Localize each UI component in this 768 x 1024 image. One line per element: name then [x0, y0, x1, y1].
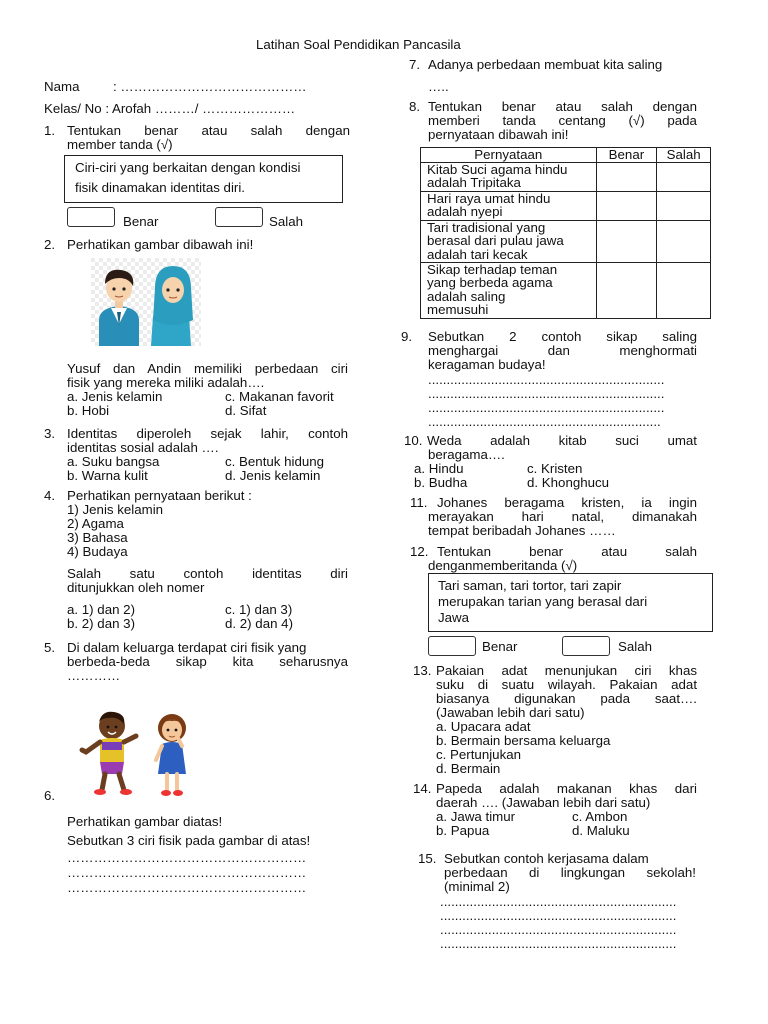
q1-benar-label: Benar	[123, 214, 159, 229]
q15-line2: perbedaan di lingkungan sekolah!	[444, 865, 696, 880]
q7-text: Adanya perbedaan membuat kita saling	[428, 57, 663, 72]
q5-line2: berbeda-beda sikap kita seharusnya	[67, 654, 348, 669]
q12-line2: denganmemberitanda (√)	[428, 558, 578, 573]
q8-row1-benar-cell[interactable]	[596, 162, 657, 191]
q8-row2-benar-cell[interactable]	[596, 191, 657, 220]
girl-figure	[156, 714, 186, 796]
q2-option-b[interactable]: b. Hobi	[67, 403, 110, 418]
table-row	[421, 220, 711, 262]
q5-answer-blank[interactable]: …………	[67, 668, 121, 683]
q15-answer-line-2[interactable]: ................................................................	[440, 908, 677, 923]
q14-line1: Papeda adalah makanan khas dari	[436, 781, 697, 796]
q12-benar-checkbox[interactable]	[428, 636, 476, 656]
q10-number: 10.	[404, 433, 423, 448]
q9-line2: menghargai dan menghormati	[428, 343, 697, 358]
q12-salah-checkbox[interactable]	[562, 636, 610, 656]
nama-label: Nama	[44, 79, 80, 94]
q11-line3: tempat beribadah Johanes ……	[428, 523, 616, 538]
q1-line1: Tentukan benar atau salah dengan	[67, 123, 350, 138]
page-title: Latihan Soal Pendidikan Pancasila	[256, 37, 461, 52]
yusuf-andin-illustration	[91, 258, 201, 346]
nama-field[interactable]: : ……………………………………	[113, 79, 307, 94]
q8-number: 8.	[409, 99, 421, 114]
q14-number: 14.	[413, 781, 432, 796]
q3-option-a[interactable]: a. Suku bangsa	[67, 454, 160, 469]
q5-line1: Di dalam keluarga terdapat ciri fisik yang	[67, 640, 307, 655]
q13-line1: Pakaian adat menunjukan ciri khas	[436, 663, 697, 678]
table-row	[421, 262, 711, 318]
q4-item-1: 1) Jenis kelamin	[67, 502, 164, 517]
q9-answer-line-1[interactable]: ................................................................	[428, 372, 665, 387]
q8-row1-salah-cell[interactable]	[657, 162, 711, 191]
q4-option-c[interactable]: c. 1) dan 3)	[225, 602, 293, 617]
q9-number: 9.	[401, 329, 413, 344]
q13-number: 13.	[413, 663, 432, 678]
q1-line2: member tanda (√)	[67, 137, 173, 152]
q14-option-d[interactable]: d. Maluku	[572, 823, 630, 838]
q3-line1: Identitas diperoleh sejak lahir, contoh	[67, 426, 349, 441]
q8-line3: pernyataan dibawah ini!	[428, 127, 569, 142]
q14-line2: daerah …. (Jawaban lebih dari satu)	[436, 795, 651, 810]
q1-benar-checkbox[interactable]	[67, 207, 115, 227]
q1-salah-checkbox[interactable]	[215, 207, 263, 227]
q15-answer-line-4[interactable]: ................................................................	[440, 936, 677, 951]
q8-row4-benar-cell[interactable]	[596, 262, 657, 318]
q14-option-b[interactable]: b. Papua	[436, 823, 490, 838]
q12-line1: Tentukan benar atau salah	[437, 544, 697, 559]
q12-statement-1: Tari saman, tari tortor, tari zapir	[438, 578, 622, 593]
q2-line1: Yusuf dan Andin memiliki perbedaan ciri	[67, 361, 349, 376]
q8-row4-statement: Sikap terhadap teman yang berbeda agama adalah saling memusuhi	[421, 262, 597, 318]
q13-line3: biasanya digunakan pada saat….	[436, 691, 697, 706]
q11-number: 11.	[410, 495, 428, 510]
q15-number: 15.	[418, 851, 437, 866]
q12-statement-3: Jawa	[438, 610, 470, 625]
q4-line2: ditunjukkan oleh nomer	[67, 580, 205, 595]
q11-line2: merayakan hari natal, dimanakah	[428, 509, 697, 524]
q8-header-benar: Benar	[596, 148, 657, 163]
q13-option-a[interactable]: a. Upacara adat	[436, 719, 531, 734]
q4-item-4: 4) Budaya	[67, 544, 128, 559]
q9-answer-line-4[interactable]: ...............................................................	[428, 414, 661, 429]
q2-text: Perhatikan gambar dibawah ini!	[67, 237, 254, 252]
q12-statement-2: merupakan tarian yang berasal dari	[438, 594, 648, 609]
q1-statement-2: fisik dinamakan identitas diri.	[75, 180, 245, 195]
q2-option-a[interactable]: a. Jenis kelamin	[67, 389, 163, 404]
two-kids-illustration	[78, 710, 202, 798]
andin-figure	[151, 266, 193, 346]
q15-answer-line-3[interactable]: ................................................................	[440, 922, 677, 937]
q1-statement-box	[64, 155, 343, 203]
q8-row2-salah-cell[interactable]	[657, 191, 711, 220]
q8-row4-salah-cell[interactable]	[657, 262, 711, 318]
q9-answer-line-3[interactable]: ................................................................	[428, 400, 665, 415]
q8-row2-statement: Hari raya umat hindu adalah nyepi	[421, 191, 597, 220]
q14-option-c[interactable]: c. Ambon	[572, 809, 628, 824]
q12-salah-label: Salah	[618, 639, 653, 654]
q1-salah-label: Salah	[269, 214, 304, 229]
q1-number: 1.	[44, 123, 56, 138]
q3-number: 3.	[44, 426, 56, 441]
q12-number: 12.	[410, 544, 429, 559]
q10-line2: beragama….	[428, 447, 505, 462]
q3-option-d[interactable]: d. Jenis kelamin	[225, 468, 321, 483]
q7-answer-blank[interactable]: …..	[428, 79, 449, 94]
q9-line3: keragaman budaya!	[428, 357, 546, 372]
q13-line2: suku di suatu wilayah. Pakaian adat	[436, 677, 698, 692]
q13-option-d[interactable]: d. Bermain	[436, 761, 501, 776]
q14-option-a[interactable]: a. Jawa timur	[436, 809, 516, 824]
q4-text: Perhatikan pernyataan berikut :	[67, 488, 252, 503]
q9-answer-line-2[interactable]: ................................................................	[428, 386, 665, 401]
q3-option-c[interactable]: c. Bentuk hidung	[225, 454, 325, 469]
q10-option-d[interactable]: d. Khonghucu	[527, 475, 610, 490]
q9-line1: Sebutkan 2 contoh sikap saling	[428, 329, 698, 344]
q7-number: 7.	[409, 57, 421, 72]
q8-line2: memberi tanda centang (√) pada	[428, 113, 697, 128]
q15-line1: Sebutkan contoh kerjasama dalam	[444, 851, 649, 866]
table-row	[421, 191, 711, 220]
q8-header-pernyataan: Pernyataan	[421, 148, 597, 163]
q15-line3: (minimal 2)	[444, 879, 510, 894]
q6-number: 6.	[44, 788, 56, 803]
q2-number: 2.	[44, 237, 56, 252]
q6-answer-line-1[interactable]: ………………………………………………	[67, 850, 307, 865]
q8-table-header	[421, 148, 711, 163]
q6-line1: Perhatikan gambar diatas!	[67, 814, 223, 829]
q10-line1: Weda adalah kitab suci umat	[427, 433, 697, 448]
boy-figure	[82, 712, 136, 795]
q8-row3-salah-cell[interactable]	[657, 220, 711, 262]
q10-option-b[interactable]: b. Budha	[414, 475, 468, 490]
q13-option-b[interactable]: b. Bermain bersama keluarga	[436, 733, 611, 748]
q8-header-salah: Salah	[657, 148, 711, 163]
q2-option-c[interactable]: c. Makanan favorit	[225, 389, 334, 404]
q4-line1: Salah satu contoh identitas diri	[67, 566, 348, 581]
q11-line1: Johanes beragama kristen, ia ingin	[437, 495, 697, 510]
q13-option-c[interactable]: c. Pertunjukan	[436, 747, 522, 762]
q10-option-a[interactable]: a. Hindu	[414, 461, 464, 476]
q12-benar-label: Benar	[482, 639, 518, 654]
q6-answer-line-2[interactable]: ………………………………………………	[67, 865, 307, 880]
q8-table	[420, 147, 711, 319]
q4-number: 4.	[44, 488, 56, 503]
q12-statement-box	[428, 573, 713, 632]
q6-answer-line-3[interactable]: ………………………………………………	[67, 880, 307, 895]
q4-option-d[interactable]: d. 2) dan 4)	[225, 616, 294, 631]
q1-statement-1: Ciri-ciri yang berkaitan dengan kondisi	[75, 160, 301, 175]
q4-item-3: 3) Bahasa	[67, 530, 128, 545]
q8-row1-statement: Kitab Suci agama hindu adalah Tripitaka	[421, 162, 597, 191]
q4-option-b[interactable]: b. 2) dan 3)	[67, 616, 136, 631]
kelas-field[interactable]: Kelas/ No : Arofah ………/ …………………	[44, 101, 296, 116]
q4-option-a[interactable]: a. 1) dan 2)	[67, 602, 136, 617]
q6-line2: Sebutkan 3 ciri fisik pada gambar di atas!	[67, 833, 311, 848]
q8-line1: Tentukan benar atau salah dengan	[428, 99, 697, 114]
q2-option-d[interactable]: d. Sifat	[225, 403, 267, 418]
q10-option-c[interactable]: c. Kristen	[527, 461, 583, 476]
q3-line2: identitas sosial adalah ….	[67, 440, 219, 455]
q5-number: 5.	[44, 640, 56, 655]
q2-line2: fisik yang mereka miliki adalah….	[67, 375, 265, 390]
table-row	[421, 162, 711, 191]
q3-option-b[interactable]: b. Warna kulit	[67, 468, 148, 483]
q15-answer-line-1[interactable]: ................................................................	[440, 894, 677, 909]
q4-item-2: 2) Agama	[67, 516, 124, 531]
q13-line4: (Jawaban lebih dari satu)	[436, 705, 585, 720]
q8-row3-statement: Tari tradisional yang berasal dari pulau jawa adalah tari kecak	[421, 220, 597, 262]
q8-row3-benar-cell[interactable]	[596, 220, 657, 262]
